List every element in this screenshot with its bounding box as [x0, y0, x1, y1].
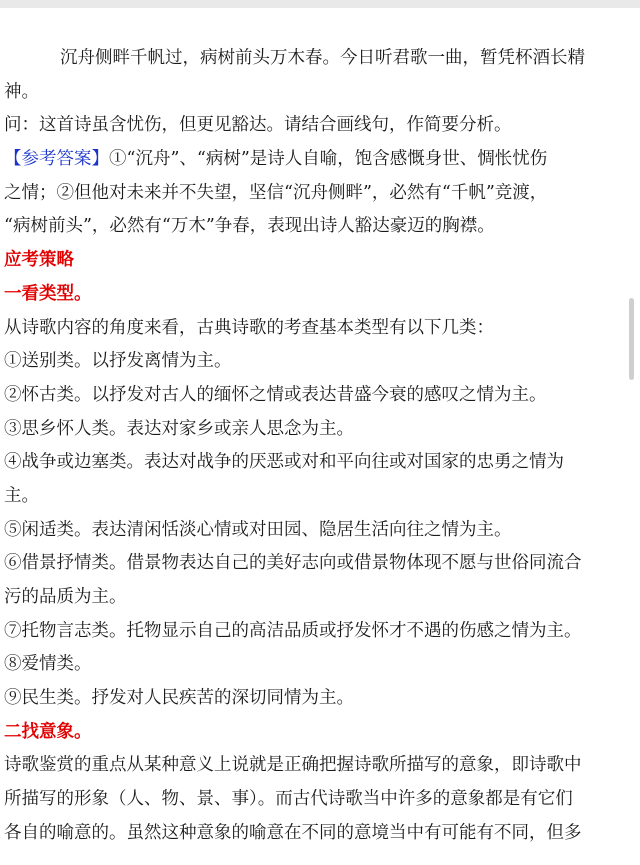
- list-item-continuation: 主。: [4, 485, 39, 506]
- step1-intro: 从诗歌内容的角度来看，古典诗歌的考查基本类型有以下几类：: [4, 317, 494, 338]
- list-item: ⑤闲适类。表达清闲恬淡心情或对田园、隐居生活向往之情为主。: [4, 519, 512, 540]
- list-item: ④战争或边塞类。表达对战争的厌恶或对和平向往或对国家的忠勇之情为: [4, 452, 564, 473]
- answer-line-3: “病树前头”，必然有“万木”争春，表现出诗人豁达豪迈的胸襟。: [4, 216, 495, 237]
- step1-heading: 一看类型。: [4, 283, 92, 304]
- step2-line-1: 诗歌鉴赏的重点从某种意义上说就是正确把握诗歌所描写的意象，即诗歌中: [4, 755, 582, 776]
- answer-line-1-text: ①“沉舟”、“病树”是诗人自喻，饱含感慨身世、惆怅忧伤: [109, 149, 548, 170]
- list-item-continuation: 污的品质为主。: [4, 587, 127, 607]
- answer-line-1: [4, 143, 632, 177]
- list-item: ②怀古类。以抒发对古人的缅怀之情或表达昔盛今衰的感叹之情为主。: [4, 384, 547, 405]
- step2-line-2: 所描写的形象（人、物、景、事）。而古代诗歌当中许多的意象都是有它们: [4, 789, 573, 810]
- step2-heading: 二找意象。: [4, 721, 92, 742]
- poem-line-1: 沉舟侧畔千帆过，病树前头万木春。今日听君歌一曲，暂凭杯酒长精: [60, 48, 585, 68]
- list-item: ⑧爱情类。: [4, 654, 92, 675]
- list-item: ⑨民生类。抒发对人民疾苦的深切同情为主。: [4, 688, 354, 709]
- document-body: [4, 42, 632, 851]
- list-item: ⑥借景抒情类。借景物表达自己的美好志向或借景物体现不愿与世俗同流合: [4, 553, 582, 574]
- step2-line-3: 各自的喻意的。虽然这种意象的喻意在不同的意境当中有可能有不同，但多: [4, 822, 582, 843]
- list-item: ⑦托物言志类。托物显示自己的高洁品质或抒发怀才不遇的伤感之情为主。: [4, 620, 582, 641]
- list-item: ①送别类。以抒发离情为主。: [4, 351, 232, 372]
- list-item: ③思乡怀人类。表达对家乡或亲人思念为主。: [4, 418, 354, 439]
- poem-line-2: 神。: [4, 81, 39, 102]
- question-text: 问：这首诗虽含忧伤，但更见豁达。请结合画线句，作简要分析。: [4, 115, 512, 136]
- top-edge-band: [0, 0, 640, 8]
- answer-tag: 【参考答案】: [4, 149, 109, 170]
- strategy-heading: 应考策略: [4, 250, 74, 271]
- answer-line-2: 之情；②但他对未来并不失望，坚信“沉舟侧畔”，必然有“千帆”竞渡，: [4, 182, 548, 203]
